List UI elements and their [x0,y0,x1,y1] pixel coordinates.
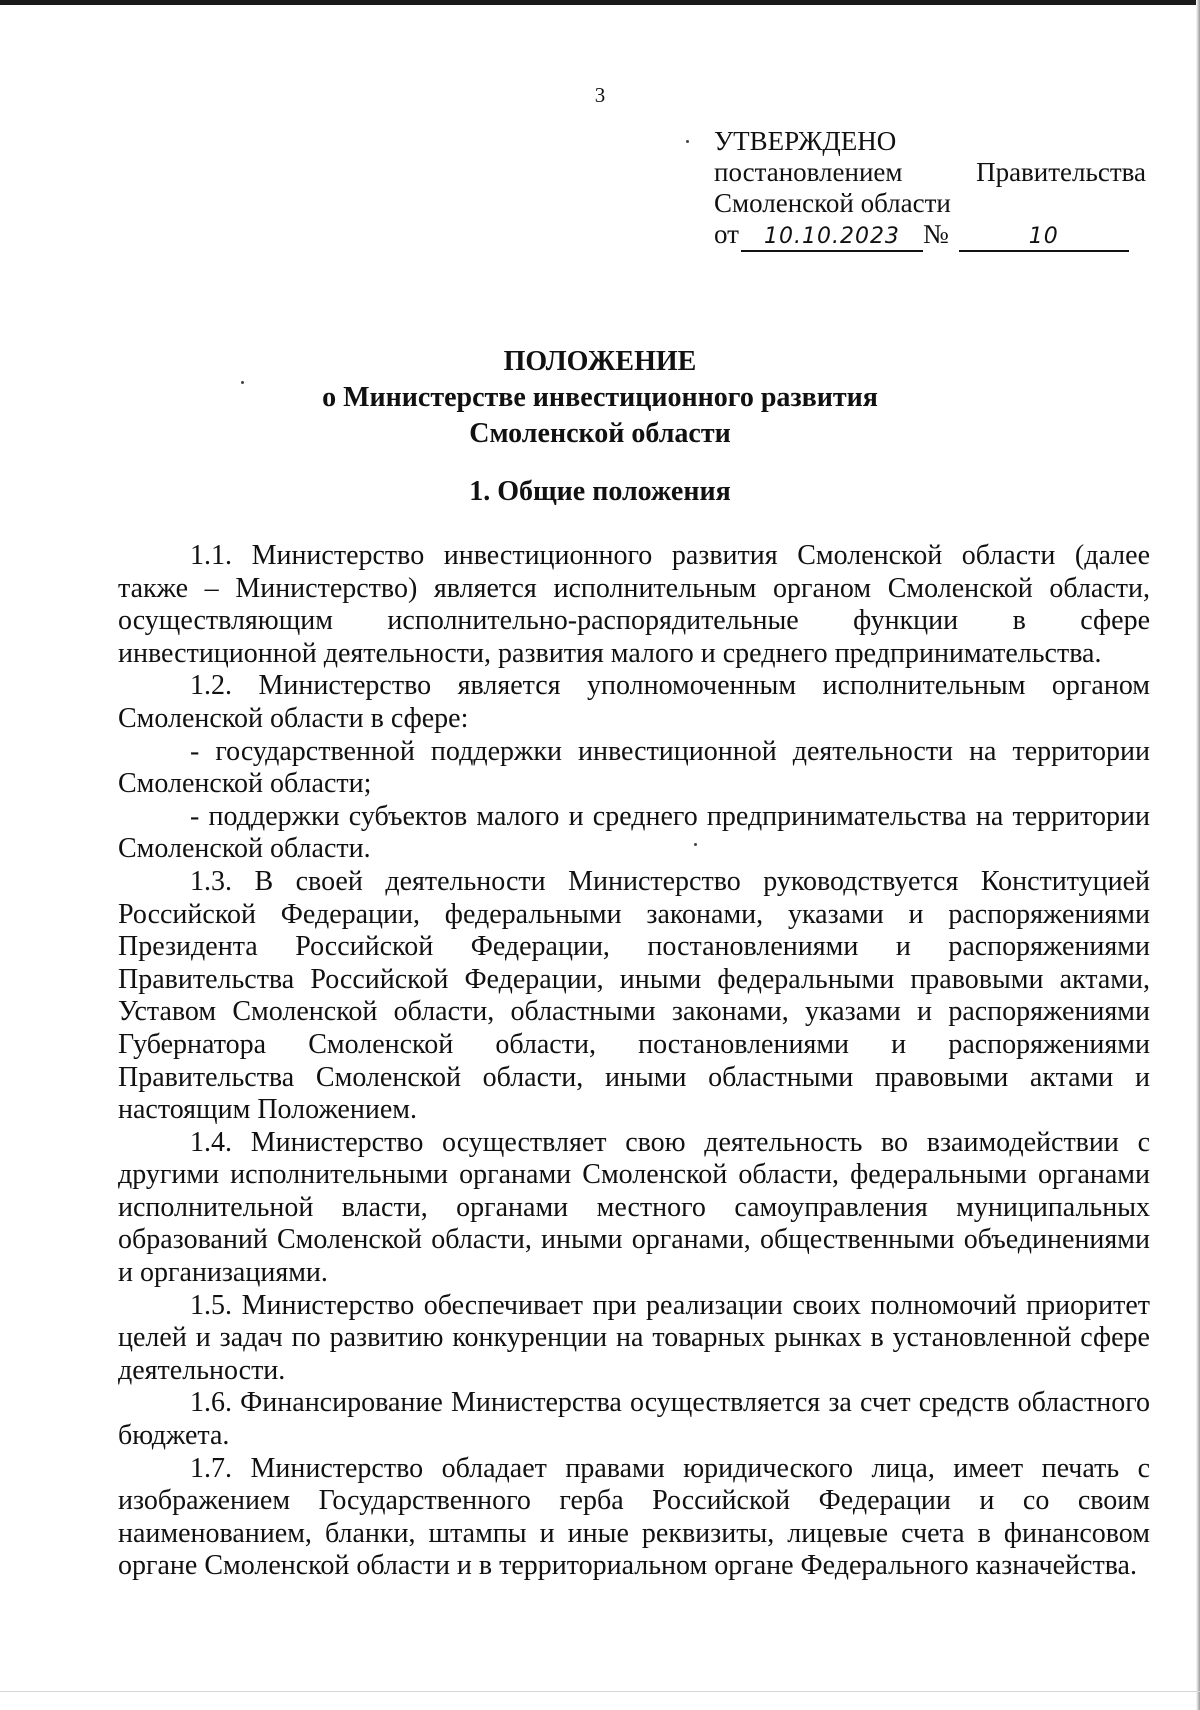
approval-date-prefix: от [714,219,739,249]
approval-number-handwritten: 10 [959,224,1129,252]
scan-speck [241,381,244,384]
approval-government-word: Правительства [976,157,1146,187]
paragraph-1-2-item-1: - государственной поддержки инвестиционной деятельности на территории Смоленской области; [118,735,1150,800]
approval-decree-line [714,157,1146,188]
paragraph-1-6: 1.6. Финансирование Министерства осуществляется за счет средств областного бюджета. [118,1387,1150,1452]
scan-edge-right [1196,0,1200,1710]
approval-date-row [714,219,1146,252]
paragraph-1-3: 1.3. В своей деятельности Министерство руководствуется Конституцией Российской Федерации, федеральными законами, указами и распоряжениями Президента Российской Федерации, постановлениями и распоряжениями Правительства Российской Федерации, иными федеральными правовыми актами, Уставом Смоленской области, областными законами, указами и распоряжениями Губернатора Смоленской области, постановлениями и распоряжениями Правительства Смоленской области, иными областными правовыми актами и настоящим Положением. [118,865,1150,1126]
paragraph-1-1: 1.1. Министерство инвестиционного развития Смоленской области (далее также – Министерство) является исполнительным органом Смоленской области, осуществляющим исполнительно-распорядительные функции в сфере инвестиционной деятельности, развития малого и среднего предпринимательства. [118,540,1150,669]
paragraph-1-5: 1.5. Министерство обеспечивает при реализации своих полномочий приоритет целей и задач по развитию конкуренции на товарных рынках в установленной сфере деятельности. [118,1289,1150,1386]
approval-number-sign: № [922,219,949,249]
scan-edge-top [0,0,1200,5]
document-title-line-3: Смоленской области [469,418,731,449]
page-number: 3 [594,83,606,107]
approval-decree-word: постановлением [714,157,903,187]
document-title-line-2: о Министерстве инвестиционного развития [322,382,878,413]
section-heading: 1. Общие положения [469,476,731,507]
scan-speck [686,140,689,143]
approval-region: Смоленской области [714,188,951,218]
paragraph-1-4: 1.4. Министерство осуществляет свою деятельность во взаимодействии с другими исполнительными органами Смоленской области, федеральными органами исполнительной власти, органами местного самоуправления муниципальных образований Смоленской области, иными органами, общественными объединениями и организациями. [118,1126,1150,1289]
paragraph-1-7: 1.7. Министерство обладает правами юридического лица, имеет печать с изображением Государственного герба Российской Федерации и со своим наименованием, бланки, штампы и иные реквизиты, лицевые счета в финансовом органе Смоленской области и в территориальном органе Федерального казначейства. [118,1452,1150,1582]
document-title [0,344,1200,452]
approval-heading: УТВЕРЖДЕНО [714,126,897,156]
document-body [118,540,1150,1583]
approval-stamp-block [714,126,1146,252]
scan-bottom-edge [0,1691,1200,1692]
paragraph-1-2: 1.2. Министерство является уполномоченным исполнительным органом Смоленской области в сфере: [118,670,1150,734]
paragraph-1-2-item-2: - поддержки субъектов малого и среднего предпринимательства на территории Смоленской области. [118,800,1150,865]
document-title-line-1: ПОЛОЖЕНИЕ [503,346,697,377]
approval-date-handwritten: 10.10.2023 [741,224,923,252]
scan-speck [694,843,697,846]
